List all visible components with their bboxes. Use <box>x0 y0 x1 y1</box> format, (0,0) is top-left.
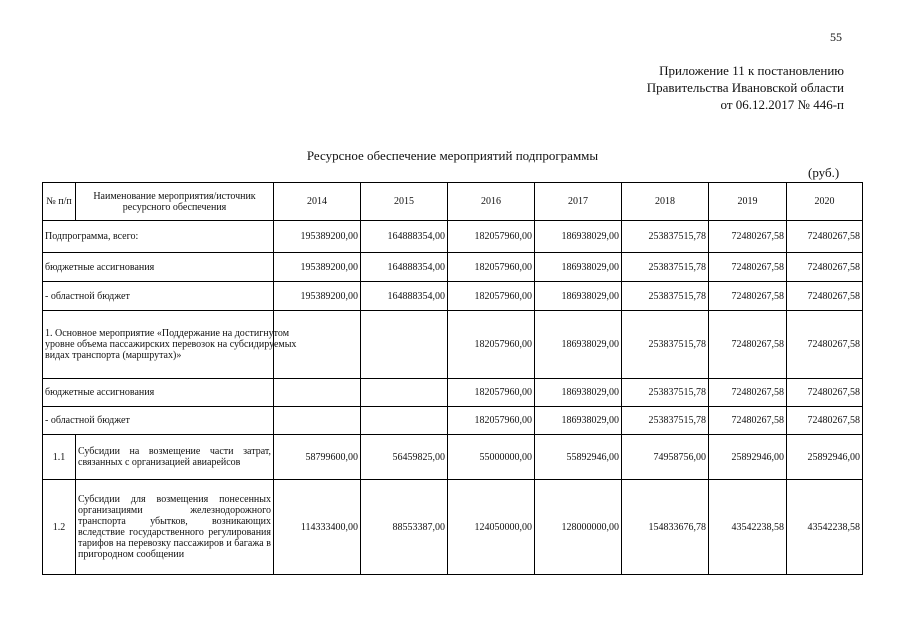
row-name: Подпрограмма, всего: <box>43 221 274 253</box>
row-value: 55000000,00 <box>448 435 535 480</box>
row-value: 88553387,00 <box>361 480 448 575</box>
table-row <box>43 435 863 480</box>
row-value: 114333400,00 <box>274 480 361 575</box>
row-value: 186938029,00 <box>535 311 622 379</box>
row-value: 72480267,58 <box>787 253 863 282</box>
header-name: Наименование мероприятия/источник ресурсного обеспечения <box>76 183 274 221</box>
table-row <box>43 407 863 435</box>
row-value: 253837515,78 <box>622 282 709 311</box>
row-value: 72480267,58 <box>787 379 863 407</box>
row-value: 72480267,58 <box>709 253 787 282</box>
row-name: - областной бюджет <box>43 407 274 435</box>
appendix-line-1: Приложение 11 к постановлению <box>659 63 844 78</box>
row-value <box>361 407 448 435</box>
row-name: бюджетные ассигнования <box>43 253 274 282</box>
row-name: бюджетные ассигнования <box>43 379 274 407</box>
row-value: 195389200,00 <box>274 282 361 311</box>
row-value: 124050000,00 <box>448 480 535 575</box>
row-value: 128000000,00 <box>535 480 622 575</box>
page-number: 55 <box>830 30 842 44</box>
row-value <box>274 379 361 407</box>
appendix-line-2: Правительства Ивановской области <box>646 80 844 95</box>
row-name: Субсидии для возмещения понесенных организациями железнодорожного транспорта убытков, возникающих вследствие государственного регулирования тарифов на перевозку пассажиров и багажа в пригородном сообщении <box>76 480 274 575</box>
row-value: 25892946,00 <box>709 435 787 480</box>
row-value: 253837515,78 <box>622 311 709 379</box>
row-value: 186938029,00 <box>535 221 622 253</box>
row-value: 253837515,78 <box>622 407 709 435</box>
row-value <box>274 407 361 435</box>
row-value: 154833676,78 <box>622 480 709 575</box>
row-value: 186938029,00 <box>535 253 622 282</box>
header-year: 2020 <box>787 183 863 221</box>
row-name: 1. Основное мероприятие «Поддержание на достигнутом уровне объема пассажирских перевозок на субсидируемых видах транспорта (маршрутах)» <box>45 328 297 361</box>
row-value: 43542238,58 <box>709 480 787 575</box>
row-value: 186938029,00 <box>535 407 622 435</box>
row-number: 1.1 <box>43 435 76 480</box>
row-value: 182057960,00 <box>448 407 535 435</box>
header-year: 2018 <box>622 183 709 221</box>
row-value: 186938029,00 <box>535 379 622 407</box>
row-value: 195389200,00 <box>274 253 361 282</box>
row-value: 25892946,00 <box>787 435 863 480</box>
row-name: - областной бюджет <box>43 282 274 311</box>
header-year: 2017 <box>535 183 622 221</box>
header-year: 2016 <box>448 183 535 221</box>
header-number: № п/п <box>43 183 76 221</box>
row-value: 253837515,78 <box>622 253 709 282</box>
row-value: 182057960,00 <box>448 253 535 282</box>
header-year: 2019 <box>709 183 787 221</box>
row-value: 72480267,58 <box>787 311 863 379</box>
row-number: 1.2 <box>43 480 76 575</box>
table-row <box>43 282 863 311</box>
table-row <box>43 221 863 253</box>
table-header-row <box>43 183 863 221</box>
row-value: 182057960,00 <box>448 379 535 407</box>
table-row <box>43 480 863 575</box>
row-value: 72480267,58 <box>787 221 863 253</box>
table-row <box>43 379 863 407</box>
row-name: Субсидии на возмещение части затрат, связанных с организацией авиарейсов <box>76 435 274 480</box>
table-row <box>43 253 863 282</box>
table-row <box>43 311 863 379</box>
row-value: 72480267,58 <box>787 407 863 435</box>
row-value: 72480267,58 <box>709 379 787 407</box>
row-value: 58799600,00 <box>274 435 361 480</box>
row-value: 74958756,00 <box>622 435 709 480</box>
row-value: 182057960,00 <box>448 282 535 311</box>
header-year: 2015 <box>361 183 448 221</box>
row-value: 56459825,00 <box>361 435 448 480</box>
row-value: 164888354,00 <box>361 221 448 253</box>
row-value: 72480267,58 <box>709 282 787 311</box>
row-value: 72480267,58 <box>709 311 787 379</box>
row-value <box>361 379 448 407</box>
row-value: 182057960,00 <box>448 311 535 379</box>
row-value: 72480267,58 <box>787 282 863 311</box>
resource-table <box>42 182 863 575</box>
row-value: 55892946,00 <box>535 435 622 480</box>
row-value: 164888354,00 <box>361 253 448 282</box>
appendix-note <box>544 62 844 113</box>
row-value: 186938029,00 <box>535 282 622 311</box>
row-value: 182057960,00 <box>448 221 535 253</box>
row-value: 195389200,00 <box>274 221 361 253</box>
row-value: 164888354,00 <box>361 282 448 311</box>
row-value: 253837515,78 <box>622 221 709 253</box>
row-value: 72480267,58 <box>709 407 787 435</box>
appendix-line-3: от 06.12.2017 № 446-п <box>720 97 844 112</box>
row-name-cell <box>43 311 297 379</box>
row-value: 72480267,58 <box>709 221 787 253</box>
unit-label: (руб.) <box>808 165 840 180</box>
document-title: Ресурсное обеспечение мероприятий подпрограммы <box>306 148 599 163</box>
row-value: 43542238,58 <box>787 480 863 575</box>
row-value: 253837515,78 <box>622 379 709 407</box>
header-year: 2014 <box>274 183 361 221</box>
row-value <box>361 311 448 379</box>
